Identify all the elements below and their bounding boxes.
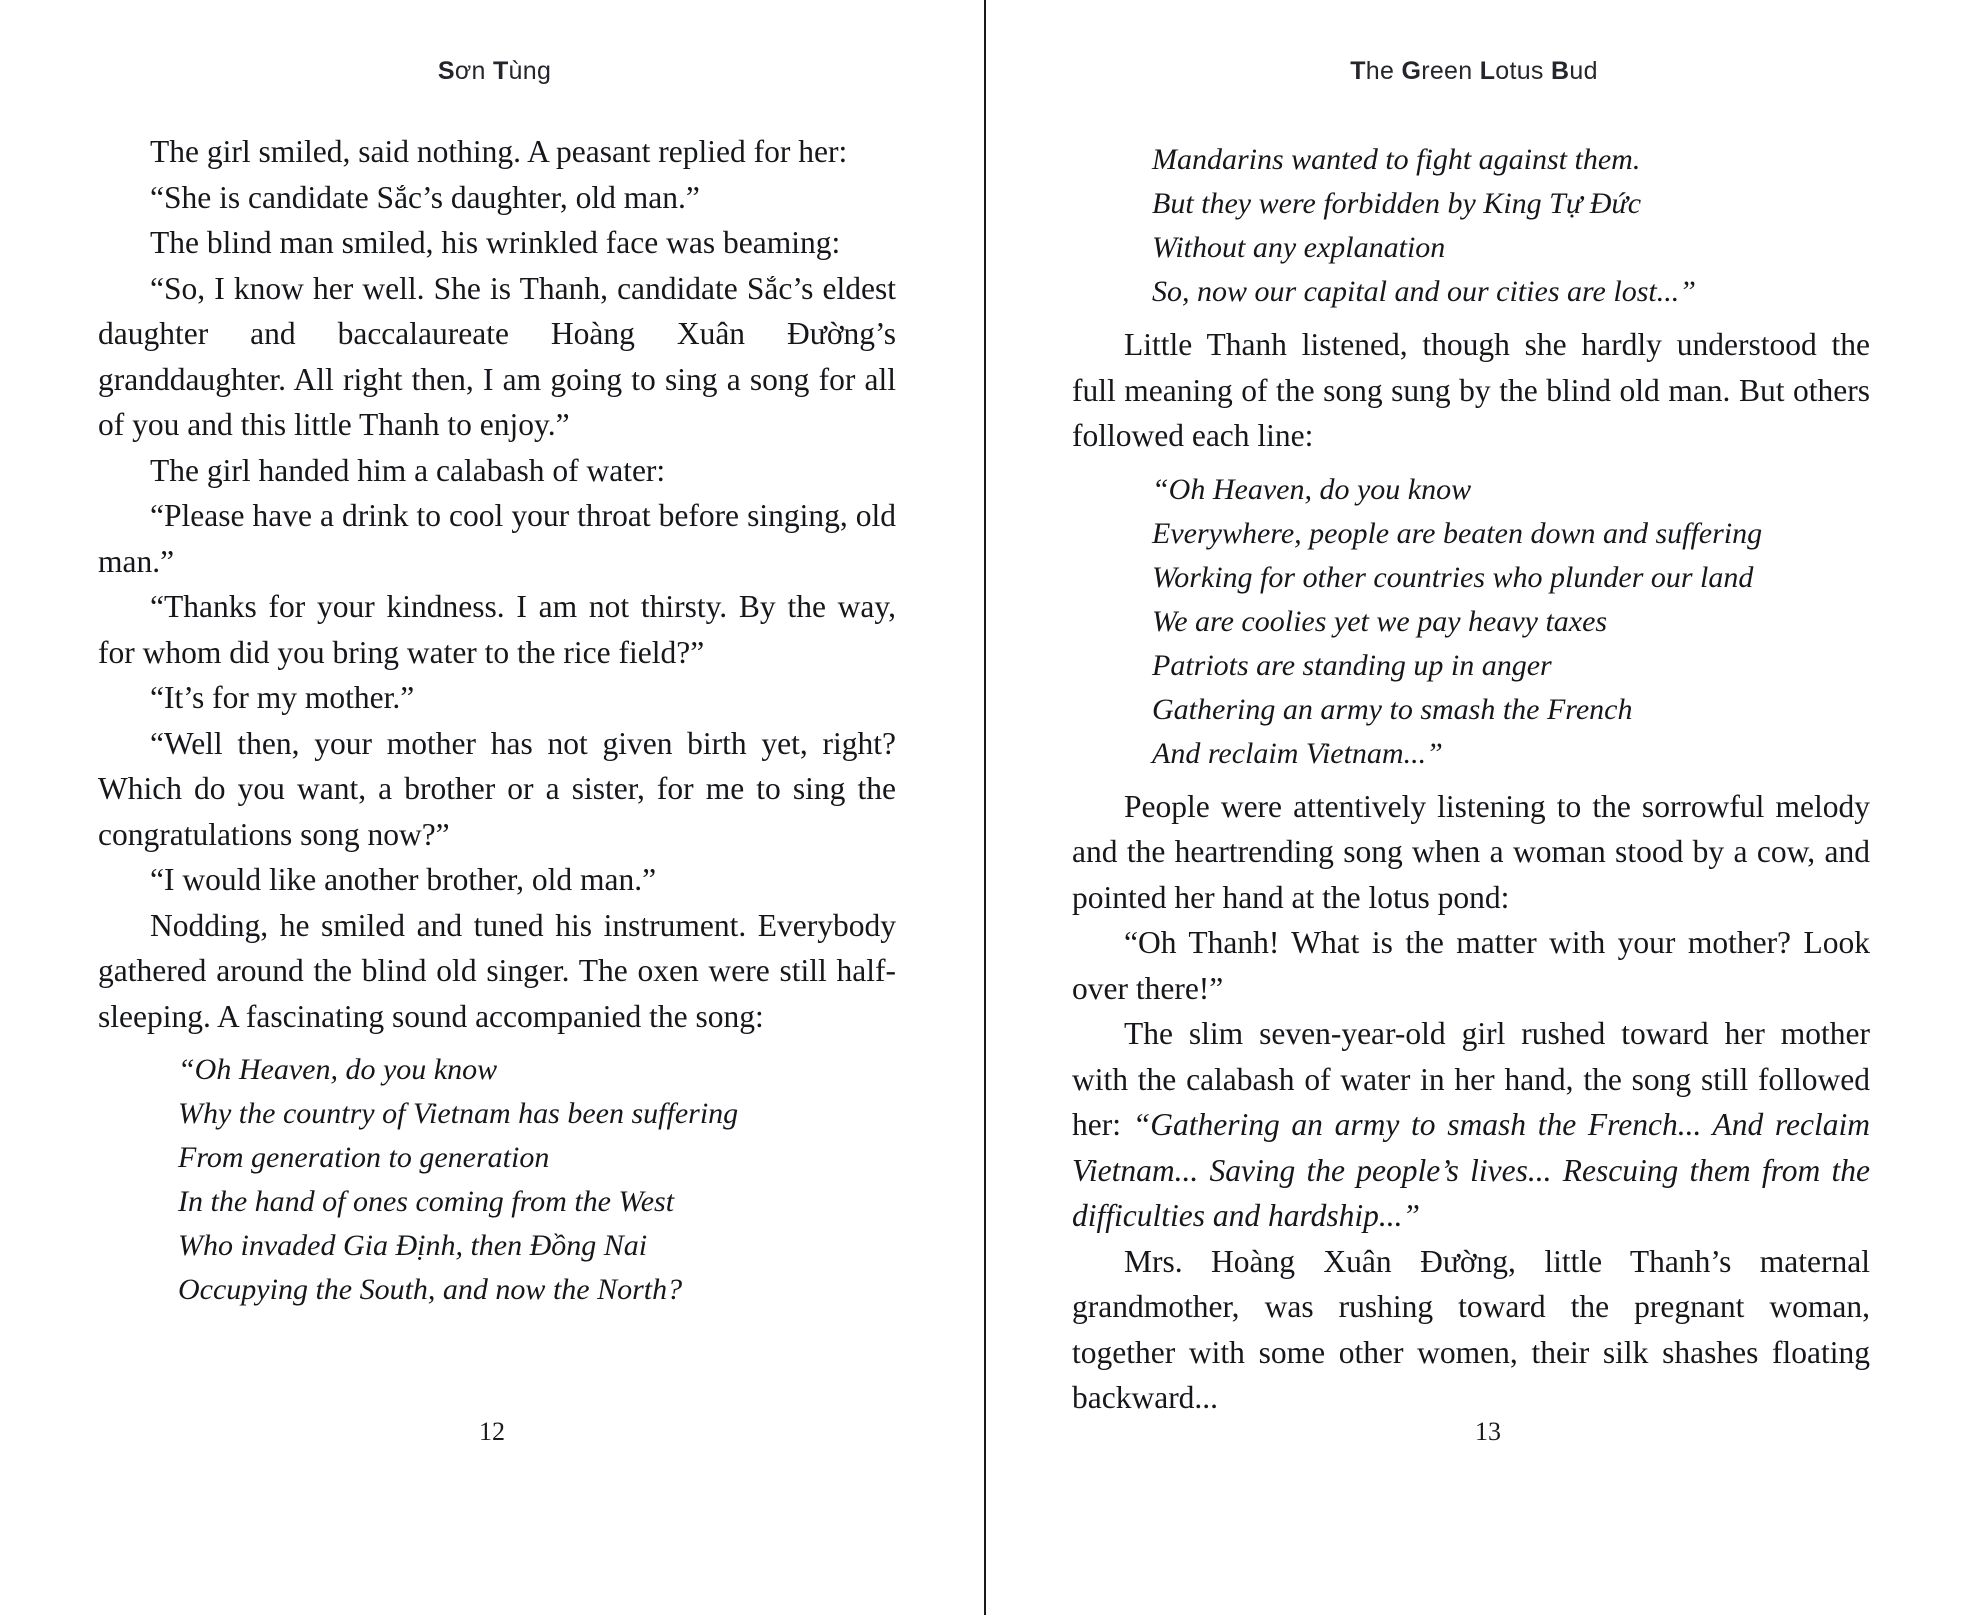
right-page-body [1072,129,1870,1421]
running-head-initial: G [1401,57,1422,85]
right-page [984,0,1968,1615]
verse-block [1072,468,1870,776]
verse-line: So, now our capital and our cities are lost...” [1152,275,1696,308]
running-head-initial: B [1551,57,1570,85]
running-head-word: Sơn [437,57,486,85]
body-paragraph: “So, I know her well. She is Thanh, candidate Sắc’s eldest daughter and baccalaureate Hoàng Xuân Đường’s granddaughter. All right then, I am going to sing a song for all of you and this little Thanh to enjoy.” [98,270,896,442]
running-head-word: Green [1401,57,1473,85]
verse-spacer [1072,129,1870,132]
verse-line: Working for other countries who plunder our land [1152,560,1754,594]
running-head-word: Lotus [1479,57,1544,85]
folio-left: 12 [479,1417,505,1446]
running-head-word: Bud [1551,57,1598,85]
running-head-initial: T [1350,57,1366,85]
running-head-initial: T [492,57,509,85]
left-page-body [98,129,896,1320]
body-paragraph-mixed [1072,1011,1870,1239]
verse-spacer [1072,459,1870,462]
body-paragraph: Nodding, he smiled and tuned his instrument. Everybody gathered around the blind old singer. The oxen were still half-sleeping. A fascinating sound accompanied the song: [98,907,896,1034]
verse-block [98,1048,896,1312]
verse-line: Gathering an army to smash the French [1152,692,1633,726]
verse-line: Without any explanation [1152,231,1446,264]
running-head-word: Tùng [492,57,552,85]
verse-line: We are coolies yet we pay heavy taxes [1152,604,1608,638]
verse-line: Who invaded Gia Định, then Đồng Nai [178,1229,648,1262]
running-head-initial: L [1479,57,1496,85]
verse-line: Patriots are standing up in anger [1152,648,1552,682]
verse-spacer [98,1312,896,1320]
body-paragraph: The girl handed him a calabash of water: [150,452,666,488]
paragraph-roman-text: The slim seven-year-old girl rushed toward her mother with the calabash of water in her hand, the song still followed her: [1072,1016,1870,1142]
verse-line: But they were forbidden by King Tự Đức [1152,187,1642,220]
verse-line: “Oh Heaven, do you know [178,1053,498,1086]
verse-line: Why the country of Vietnam has been suffering [178,1097,739,1130]
running-head-left [98,0,896,91]
verse-line: In the hand of ones coming from the West [178,1185,675,1218]
running-head-word: The [1350,57,1395,85]
body-paragraph: “Well then, your mother has not given birth yet, right? Which do you want, a brother or a sister, for me to sing the congratulations song now?” [98,725,896,852]
running-head-right [1072,0,1870,91]
verse-line: Mandarins wanted to fight against them. [1152,143,1641,176]
body-paragraph: “It’s for my mother.” [150,680,415,715]
body-paragraph: The girl smiled, said nothing. A peasant replied for her: [150,134,848,169]
paragraph-italic-quote: “Gathering an army to smash the French... And reclaim Vietnam... Saving the people’s lives... Rescuing them from the difficulties and hardship...” [1072,1107,1870,1233]
body-paragraph: People were attentively listening to the sorrowful melody and the heartrending song when a woman stood by a cow, and pointed her hand at the lotus pond: [1072,788,1870,915]
body-paragraph: “Please have a drink to cool your throat before singing, old man.” [98,498,896,579]
verse-line: From generation to generation [178,1141,550,1174]
folio-right: 13 [1475,1417,1501,1446]
verse-line: Occupying the South, and now the North? [178,1273,683,1306]
verse-line: Everywhere, people are beaten down and suffering [1152,516,1763,550]
body-paragraph: Mrs. Hoàng Xuân Đường, little Thanh’s maternal grandmother, was rushing toward the pregnant woman, together with some other women, their silk shashes floating backward... [1072,1243,1870,1415]
verse-spacer [98,1039,896,1042]
verse-line: “Oh Heaven, do you know [1152,472,1472,506]
left-page [0,0,984,1615]
verse-line: And reclaim Vietnam...” [1152,736,1443,770]
body-paragraph: “Oh Thanh! What is the matter with your mother? Look over there!” [1072,925,1870,1006]
body-paragraph: “She is candidate Sắc’s daughter, old man.” [150,179,700,215]
verse-spacer [1072,314,1870,322]
body-paragraph: “Thanks for your kindness. I am not thirsty. By the way, for whom did you bring water to the rice field?” [98,589,896,670]
verse-spacer [1072,776,1870,784]
verse-block [1072,138,1870,314]
body-paragraph: The blind man smiled, his wrinkled face was beaming: [150,225,841,260]
running-head-initial: S [437,57,455,85]
body-paragraph: Little Thanh listened, though she hardly understood the full meaning of the song sung by the blind old man. But others followed each line: [1072,327,1870,453]
body-paragraph: “I would like another brother, old man.” [150,862,657,897]
